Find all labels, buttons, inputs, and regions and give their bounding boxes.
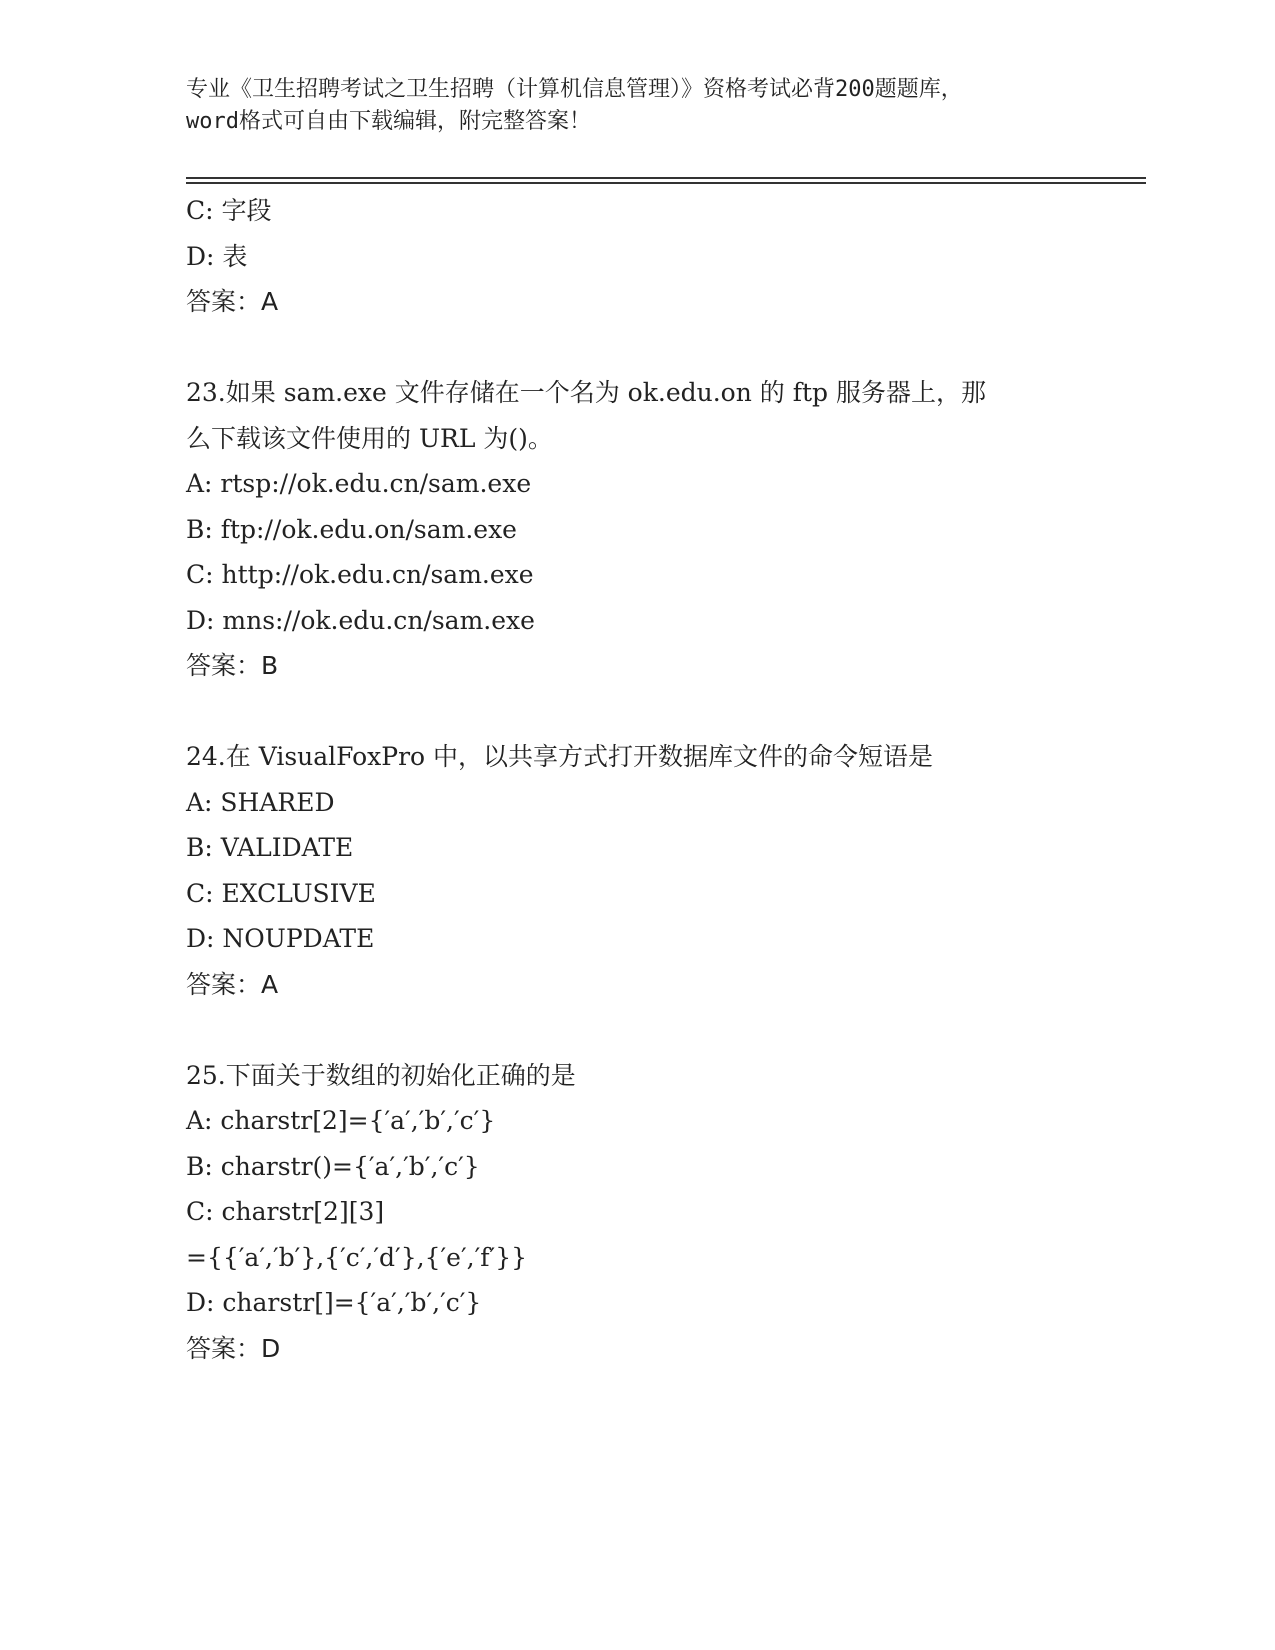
header-divider-top xyxy=(186,177,1146,179)
question-25-option-c-continued: ={{′a′,′b′},{′c′,′d′},{′e′,′f′}} xyxy=(186,1242,528,1272)
question-23-stem-line-1: 23.如果 sam.exe 文件存储在一个名为 ok.edu.on 的 ftp 服务器上，那 xyxy=(186,378,986,407)
question-24-stem: 24.在 VisualFoxPro 中，以共享方式打开数据库文件的命令短语是 xyxy=(186,742,934,771)
header-title-line-1: 专业《卫生招聘考试之卫生招聘（计算机信息管理）》资格考试必背200题题库， xyxy=(186,77,963,102)
document-header xyxy=(186,74,1106,138)
question-24-option-d: D: NOUPDATE xyxy=(186,924,375,953)
question-23-stem-line-2: 么下载该文件使用的 URL 为()。 xyxy=(186,423,553,453)
answer-prev: 答案：A xyxy=(186,287,279,316)
question-23-option-c: C: http://ok.edu.cn/sam.exe xyxy=(186,560,534,589)
question-23-option-d: D: mns://ok.edu.cn/sam.exe xyxy=(186,605,535,635)
spacer xyxy=(186,325,1146,371)
question-23-option-a: A: rtsp://ok.edu.cn/sam.exe xyxy=(186,469,532,498)
question-24-option-a: A: SHARED xyxy=(186,787,335,817)
question-25-option-d: D: charstr[]={′a′,′b′,′c′} xyxy=(186,1288,482,1317)
question-24-answer: 答案：A xyxy=(186,969,279,999)
question-25-option-b: B: charstr()={′a′,′b′,′c′} xyxy=(186,1151,480,1181)
question-25-option-a: A: charstr[2]={′a′,′b′,′c′} xyxy=(186,1106,496,1135)
header-divider-bottom xyxy=(186,182,1146,184)
option-d-prev: D: 表 xyxy=(186,241,248,271)
question-24-option-b: B: VALIDATE xyxy=(186,833,354,862)
question-25-stem: 25.下面关于数组的初始化正确的是 xyxy=(186,1060,576,1090)
question-content xyxy=(186,188,1146,1371)
header-title-line-2: word格式可自由下载编辑，附完整答案！ xyxy=(186,109,591,134)
spacer xyxy=(186,1007,1146,1053)
option-c-prev: C: 字段 xyxy=(186,196,272,225)
question-24-option-c: C: EXCLUSIVE xyxy=(186,878,376,908)
question-23-option-b: B: ftp://ok.edu.on/sam.exe xyxy=(186,514,517,544)
question-23-answer: 答案：B xyxy=(186,651,279,680)
spacer xyxy=(186,689,1146,735)
question-25-option-c: C: charstr[2][3] xyxy=(186,1197,385,1226)
question-25-answer: 答案：D xyxy=(186,1333,281,1363)
